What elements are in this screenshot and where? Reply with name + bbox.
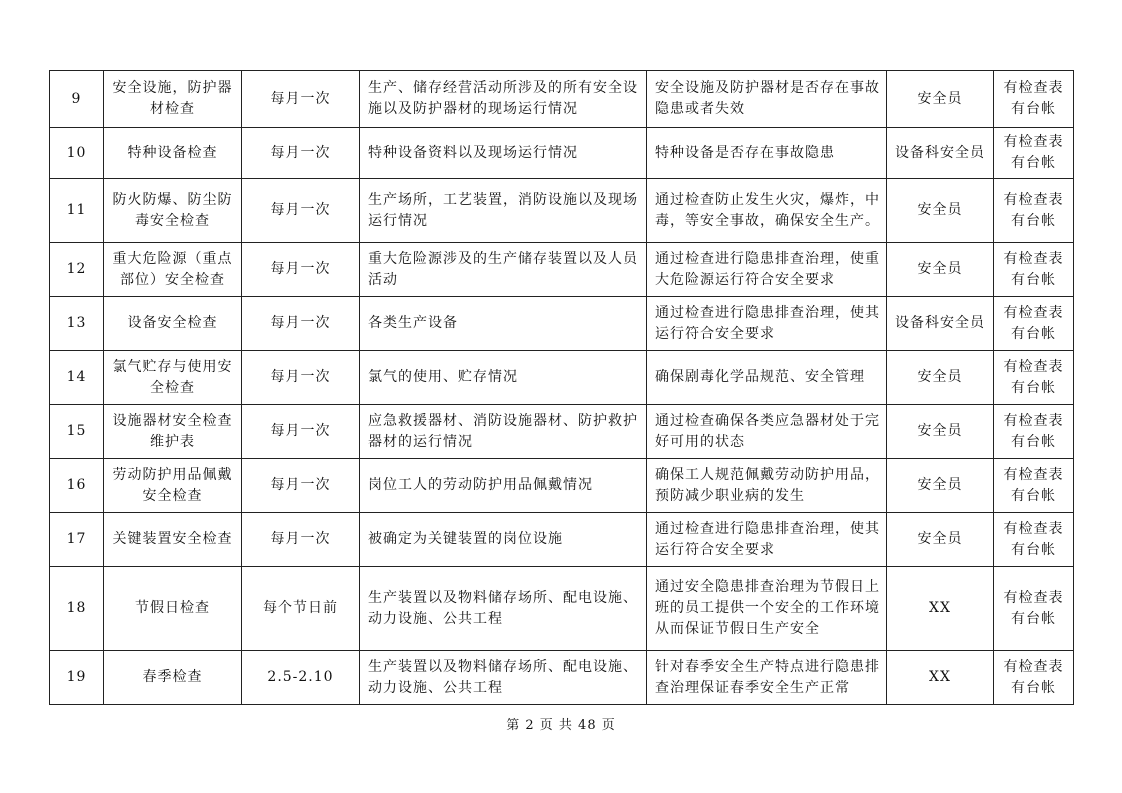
- inspection-scope-cell: 特种设备资料以及现场运行情况: [360, 128, 647, 179]
- inspection-frequency-cell: 每月一次: [242, 243, 360, 297]
- responsible-person-cell: 安全员: [887, 71, 994, 128]
- inspection-item-cell: 节假日检查: [104, 567, 242, 651]
- inspection-frequency-cell: 每月一次: [242, 459, 360, 513]
- responsible-person-cell: 设备科安全员: [887, 128, 994, 179]
- record-type-cell: 有检查表有台帐: [994, 351, 1074, 405]
- inspection-frequency-cell: 每月一次: [242, 179, 360, 243]
- inspection-frequency-cell: 每月一次: [242, 351, 360, 405]
- inspection-scope-cell: 生产装置以及物料储存场所、配电设施、动力设施、公共工程: [360, 567, 647, 651]
- inspection-frequency-cell: 每个节日前: [242, 567, 360, 651]
- inspection-table-body: [50, 71, 1074, 705]
- inspection-goal-cell: 通过检查确保各类应急器材处于完好可用的状态: [647, 405, 887, 459]
- table-row: [50, 351, 1074, 405]
- row-number-cell: 15: [50, 405, 104, 459]
- inspection-item-cell: 氯气贮存与使用安全检查: [104, 351, 242, 405]
- table-row: [50, 128, 1074, 179]
- inspection-table-wrapper: [49, 70, 1074, 705]
- table-row: [50, 297, 1074, 351]
- responsible-person-cell: 安全员: [887, 459, 994, 513]
- inspection-goal-cell: 通过安全隐患排查治理为节假日上班的员工提供一个安全的工作环境从而保证节假日生产安全: [647, 567, 887, 651]
- inspection-scope-cell: 生产装置以及物料储存场所、配电设施、动力设施、公共工程: [360, 651, 647, 705]
- inspection-goal-cell: 特种设备是否存在事故隐患: [647, 128, 887, 179]
- inspection-frequency-cell: 每月一次: [242, 513, 360, 567]
- table-row: [50, 651, 1074, 705]
- responsible-person-cell: XX: [887, 567, 994, 651]
- responsible-person-cell: 安全员: [887, 351, 994, 405]
- inspection-scope-cell: 应急救援器材、消防设施器材、防护救护器材的运行情况: [360, 405, 647, 459]
- inspection-scope-cell: 重大危险源涉及的生产储存装置以及人员活动: [360, 243, 647, 297]
- inspection-scope-cell: 被确定为关键装置的岗位设施: [360, 513, 647, 567]
- inspection-frequency-cell: 2.5-2.10: [242, 651, 360, 705]
- inspection-frequency-cell: 每月一次: [242, 71, 360, 128]
- inspection-item-cell: 劳动防护用品佩戴安全检查: [104, 459, 242, 513]
- record-type-cell: 有检查表有台帐: [994, 405, 1074, 459]
- record-type-cell: 有检查表有台帐: [994, 459, 1074, 513]
- inspection-item-cell: 设施器材安全检查维护表: [104, 405, 242, 459]
- responsible-person-cell: XX: [887, 651, 994, 705]
- inspection-goal-cell: 通过检查进行隐患排查治理，使其运行符合安全要求: [647, 513, 887, 567]
- inspection-goal-cell: 确保工人规范佩戴劳动防护用品，预防减少职业病的发生: [647, 459, 887, 513]
- inspection-frequency-cell: 每月一次: [242, 128, 360, 179]
- inspection-frequency-cell: 每月一次: [242, 405, 360, 459]
- table-row: [50, 71, 1074, 128]
- row-number-cell: 19: [50, 651, 104, 705]
- inspection-frequency-cell: 每月一次: [242, 297, 360, 351]
- responsible-person-cell: 安全员: [887, 179, 994, 243]
- record-type-cell: 有检查表有台帐: [994, 179, 1074, 243]
- row-number-cell: 14: [50, 351, 104, 405]
- page-number-footer: 第 2 页 共 48 页: [506, 718, 616, 733]
- inspection-scope-cell: 各类生产设备: [360, 297, 647, 351]
- inspection-item-cell: 设备安全检查: [104, 297, 242, 351]
- inspection-scope-cell: 生产、储存经营活动所涉及的所有安全设施以及防护器材的现场运行情况: [360, 71, 647, 128]
- inspection-goal-cell: 通过检查进行隐患排查治理，使重大危险源运行符合安全要求: [647, 243, 887, 297]
- responsible-person-cell: 安全员: [887, 405, 994, 459]
- table-row: [50, 567, 1074, 651]
- inspection-goal-cell: 针对春季安全生产特点进行隐患排查治理保证春季安全生产正常: [647, 651, 887, 705]
- row-number-cell: 16: [50, 459, 104, 513]
- row-number-cell: 10: [50, 128, 104, 179]
- table-row: [50, 459, 1074, 513]
- row-number-cell: 17: [50, 513, 104, 567]
- inspection-table: [49, 70, 1074, 705]
- inspection-scope-cell: 生产场所，工艺装置，消防设施以及现场运行情况: [360, 179, 647, 243]
- record-type-cell: 有检查表有台帐: [994, 243, 1074, 297]
- table-row: [50, 243, 1074, 297]
- table-row: [50, 179, 1074, 243]
- inspection-item-cell: 关键装置安全检查: [104, 513, 242, 567]
- table-row: [50, 513, 1074, 567]
- row-number-cell: 9: [50, 71, 104, 128]
- inspection-item-cell: 特种设备检查: [104, 128, 242, 179]
- record-type-cell: 有检查表有台帐: [994, 71, 1074, 128]
- inspection-item-cell: 重大危险源（重点部位）安全检查: [104, 243, 242, 297]
- row-number-cell: 13: [50, 297, 104, 351]
- inspection-goal-cell: 安全设施及防护器材是否存在事故隐患或者失效: [647, 71, 887, 128]
- record-type-cell: 有检查表有台帐: [994, 128, 1074, 179]
- record-type-cell: 有检查表有台帐: [994, 651, 1074, 705]
- inspection-scope-cell: 岗位工人的劳动防护用品佩戴情况: [360, 459, 647, 513]
- responsible-person-cell: 安全员: [887, 243, 994, 297]
- record-type-cell: 有检查表有台帐: [994, 513, 1074, 567]
- responsible-person-cell: 设备科安全员: [887, 297, 994, 351]
- row-number-cell: 11: [50, 179, 104, 243]
- responsible-person-cell: 安全员: [887, 513, 994, 567]
- row-number-cell: 18: [50, 567, 104, 651]
- inspection-item-cell: 防火防爆、防尘防毒安全检查: [104, 179, 242, 243]
- inspection-goal-cell: 通过检查进行隐患排查治理，使其运行符合安全要求: [647, 297, 887, 351]
- inspection-goal-cell: 通过检查防止发生火灾，爆炸，中毒，等安全事故，确保安全生产。: [647, 179, 887, 243]
- record-type-cell: 有检查表有台帐: [994, 567, 1074, 651]
- inspection-item-cell: 安全设施，防护器材检查: [104, 71, 242, 128]
- inspection-item-cell: 春季检查: [104, 651, 242, 705]
- record-type-cell: 有检查表有台帐: [994, 297, 1074, 351]
- row-number-cell: 12: [50, 243, 104, 297]
- inspection-goal-cell: 确保剧毒化学品规范、安全管理: [647, 351, 887, 405]
- inspection-scope-cell: 氯气的使用、贮存情况: [360, 351, 647, 405]
- table-row: [50, 405, 1074, 459]
